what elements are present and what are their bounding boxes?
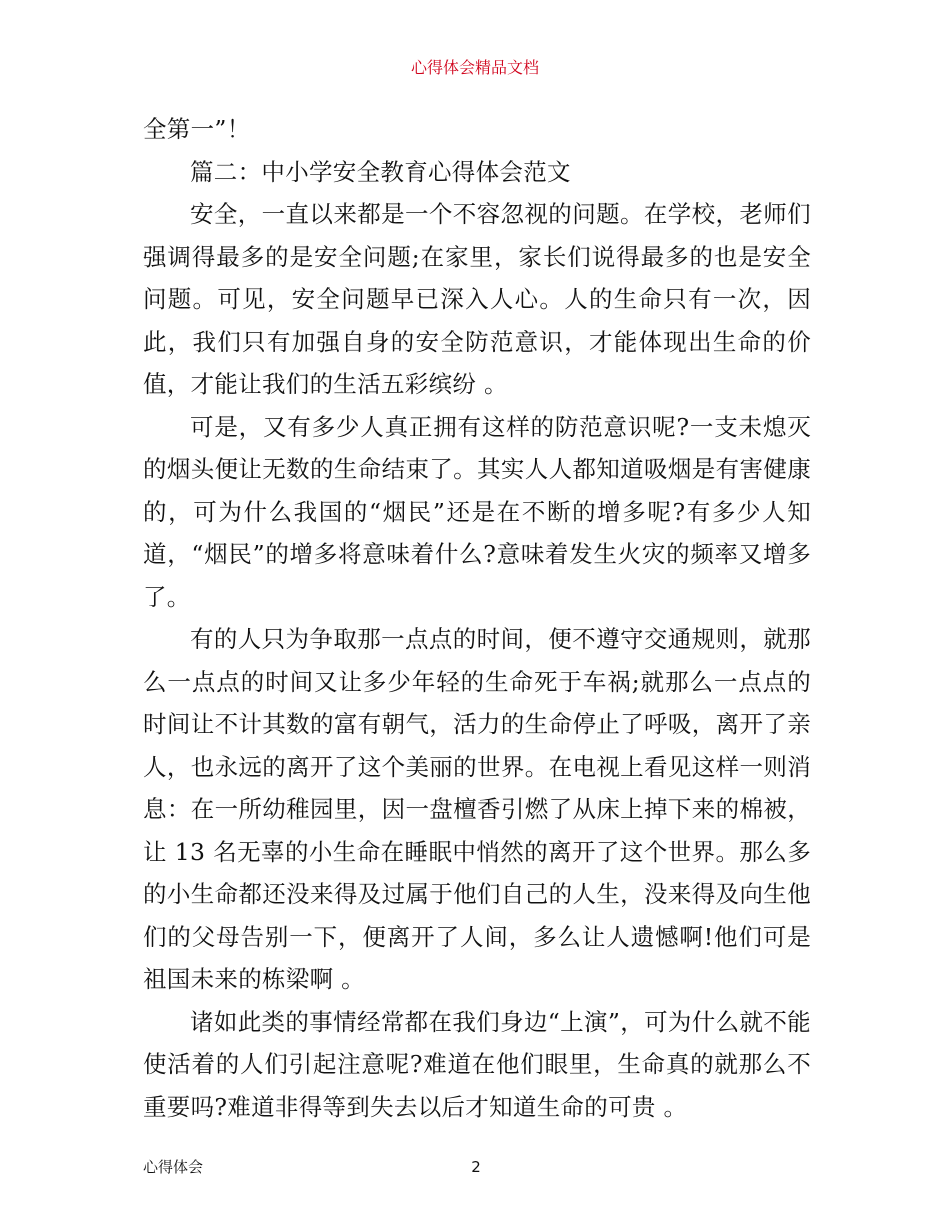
section-heading: 篇二：中小学安全教育心得体会范文 [190, 157, 571, 186]
paragraph: 诸如此类的事情经常都在我们身边“上演”，可为什么就不能使活着的人们引起注意呢?难道在他们眼里，生命真的就那么不重要吗?难道非得等到失去以后才知道生命的可贵 。 [143, 1007, 811, 1121]
document-body [143, 108, 811, 1128]
document-header-title: 心得体会精品文档 [410, 58, 539, 77]
page-number: 2 [471, 1158, 481, 1176]
paragraph: 安全，一直以来都是一个不容忽视的问题。在学校，老师们强调得最多的是安全问题;在家里，家长们说得最多的也是安全问题。可见，安全问题早已深入人心。人的生命只有一次，因此，我们只有加强自身的安全防范意识，才能体现出生命的价值，才能让我们的生活五彩缤纷 。 [143, 200, 811, 398]
paragraph-continuation: 全第一”！ [143, 115, 251, 143]
footer-label: 心得体会 [143, 1158, 204, 1176]
paragraph: 可是，又有多少人真正拥有这样的防范意识呢?一支未熄灭的烟头便让无数的生命结束了。其实人人都知道吸烟是有害健康的，可为什么我国的“烟民”还是在不断的增多呢?有多少人知道，“烟民”的增多将意味着什么?意味着发生火灾的频率又增多了。 [143, 412, 811, 611]
paragraph: 有的人只为争取那一点点的时间，便不遵守交通规则，就那么一点点的时间又让多少年轻的生命死于车祸;就那么一点点的时间让不计其数的富有朝气，活力的生命停止了呼吸，离开了亲人，也永远的离开了这个美丽的世界。在电视上看见这样一则消息：在一所幼稚园里，因一盘檀香引燃了从床上掉下来的棉被，让 13 名无辜的小生命在睡眠中悄然的离开了这个世界。那么多的小生命都还没来得及过属于他们自己的人生，没来得及向生他们的父母告别一下，便离开了人间，多么让人遗憾啊!他们可是祖国未来的栋梁啊 。 [143, 625, 811, 993]
